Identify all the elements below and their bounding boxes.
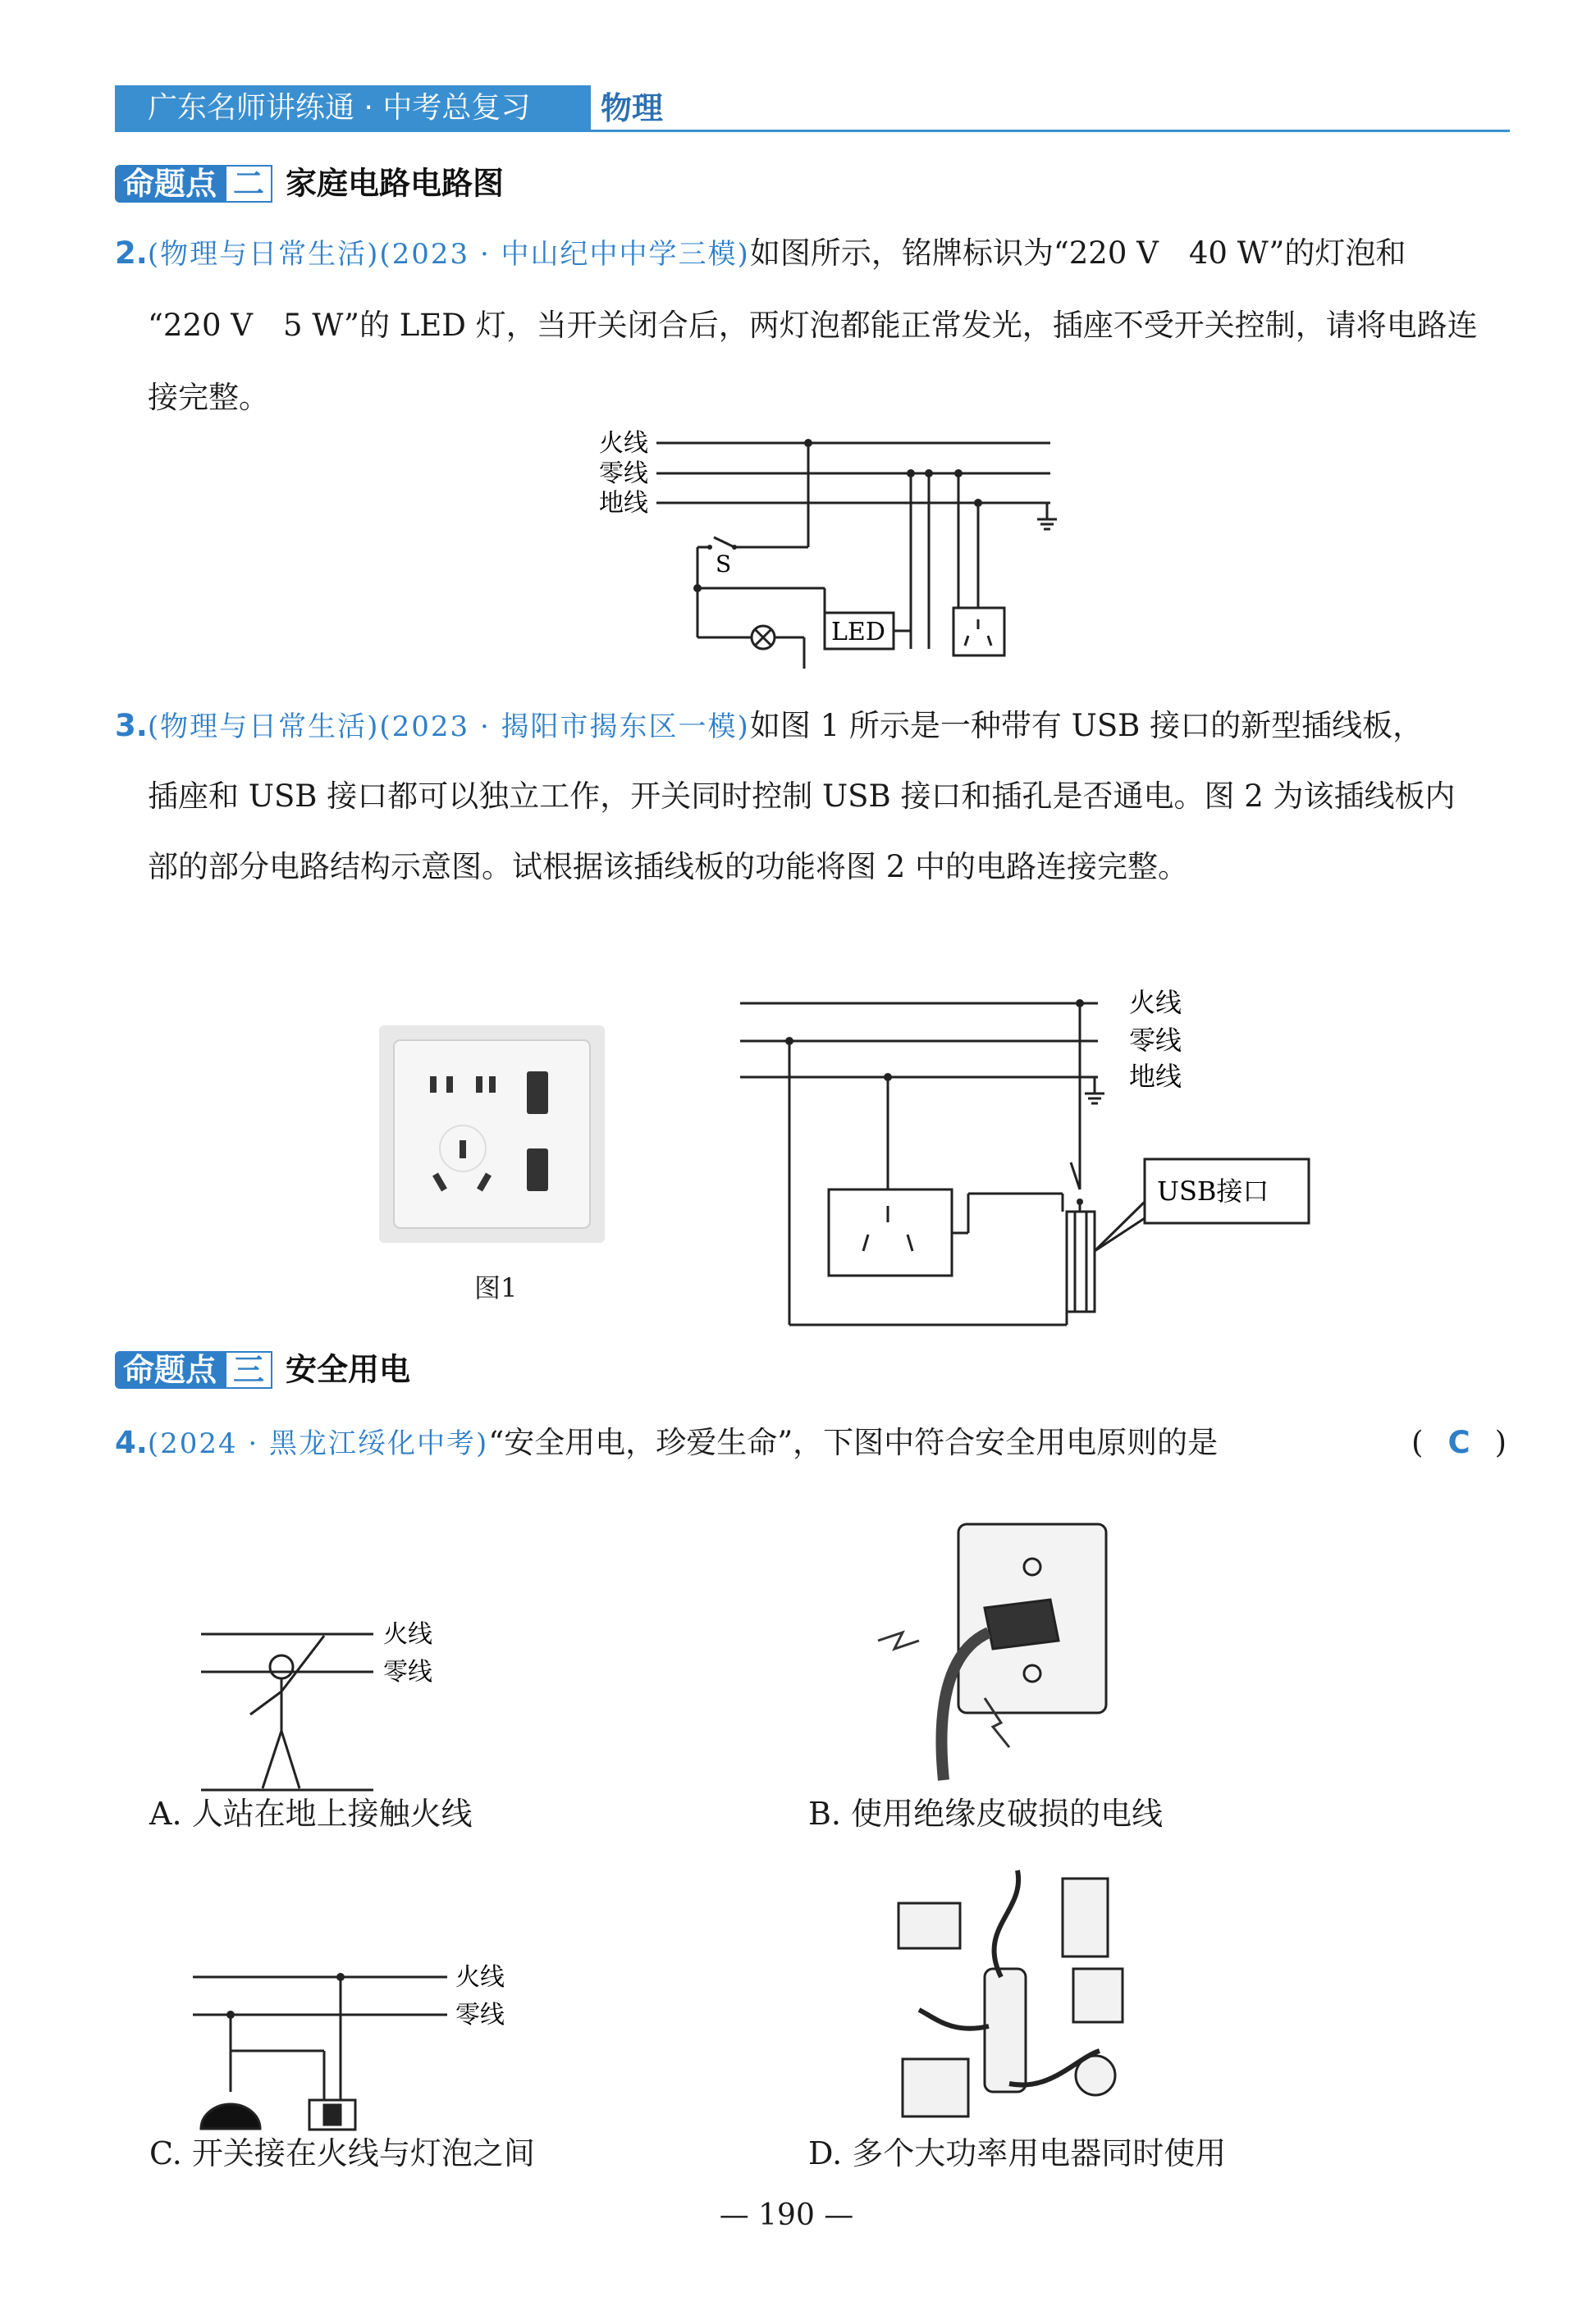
- subject-label: 物理: [601, 90, 664, 126]
- question-text: 如图 1 所示是一种带有 USB 接口的新型插线板，: [749, 708, 1424, 743]
- section-number: 二: [225, 165, 272, 203]
- question-2-line-1: [115, 233, 1406, 275]
- question-4-stem: [115, 1422, 1218, 1464]
- book-series-title: 广东名师讲练通 · 中考总复习: [115, 85, 591, 131]
- question-3-line-2: 插座和 USB 接口都可以独立工作，开关同时控制 USB 接口和插孔是否通电。图 2 为该插线板内: [148, 778, 1456, 814]
- live-wire-label: 火线: [599, 429, 648, 458]
- option-c-label: C. 开关接在火线与灯泡之间: [149, 2135, 535, 2171]
- question-number: 4.: [115, 1425, 148, 1460]
- question-source: (2024 · 黑龙江绥化中考): [147, 1427, 489, 1460]
- option-a-diagram: [193, 1600, 488, 1797]
- section-number: 三: [225, 1351, 272, 1389]
- question-2-line-3: 接完整。: [148, 380, 269, 415]
- question-3-line-3: 部的部分电路结构示意图。试根据该插线板的功能将图 2 中的电路连接完整。: [148, 849, 1189, 884]
- option-b-picture: [853, 1518, 1116, 1788]
- ground-wire-label: 地线: [599, 489, 648, 518]
- question-number: 3.: [115, 708, 148, 743]
- question-number: 2.: [115, 235, 148, 271]
- option-d-label: D. 多个大功率用电器同时使用: [808, 2135, 1227, 2171]
- section-tag: 命题点: [115, 1351, 225, 1389]
- neutral-wire-label: 零线: [383, 1658, 432, 1687]
- switch-label: S: [716, 550, 732, 578]
- question-text: “安全用电，珍爱生命”，下图中符合安全用电原则的是: [488, 1425, 1219, 1460]
- section-title: 安全用电: [286, 1351, 411, 1388]
- live-wire-label: 火线: [383, 1620, 432, 1649]
- section-heading-3: [115, 1347, 410, 1388]
- question-2-line-2: “220 V 5 W”的 LED 灯，当开关闭合后，两灯泡都能正常发光，插座不受开关控制，请将电路连: [148, 308, 1478, 343]
- header-rule: [115, 130, 1510, 132]
- live-wire-label: 火线: [455, 1963, 505, 1992]
- neutral-wire-label: 零线: [599, 459, 648, 488]
- question-text: 如图所示，铭牌标识为“220 V 40 W”的灯泡和: [749, 235, 1406, 271]
- option-b-label: B. 使用绝缘皮破损的电线: [808, 1796, 1164, 1832]
- led-label: LED: [831, 618, 885, 646]
- option-a-label: A. 人站在地上接触火线: [149, 1796, 473, 1832]
- ground-wire-label: 地线: [1129, 1061, 1182, 1092]
- neutral-wire-label: 零线: [1129, 1025, 1182, 1056]
- question-3-line-1: [115, 705, 1423, 747]
- neutral-wire-label: 零线: [455, 2001, 505, 2030]
- q3-circuit-diagram: [730, 972, 1321, 1341]
- figure-1-socket-photo: [379, 1025, 605, 1243]
- option-d-picture: [886, 1862, 1132, 2125]
- question-source: (物理与日常生活)(2023 · 中山纪中中学三模): [147, 238, 750, 271]
- q2-circuit-diagram: [574, 414, 1083, 669]
- section-title: 家庭电路电路图: [286, 165, 505, 202]
- section-heading-2: [115, 161, 504, 202]
- answer-bracket: ( C ): [1411, 1425, 1507, 1460]
- option-c-diagram: [185, 1952, 529, 2141]
- question-source: (物理与日常生活)(2023 · 揭阳市揭东区一模): [147, 710, 750, 743]
- usb-port-label: USB接口: [1157, 1176, 1269, 1207]
- page-number: — 190 —: [719, 2198, 854, 2232]
- live-wire-label: 火线: [1129, 987, 1182, 1018]
- section-tag: 命题点: [115, 165, 225, 203]
- figure-1-caption: 图1: [474, 1272, 518, 1304]
- answer-letter: C: [1447, 1425, 1470, 1460]
